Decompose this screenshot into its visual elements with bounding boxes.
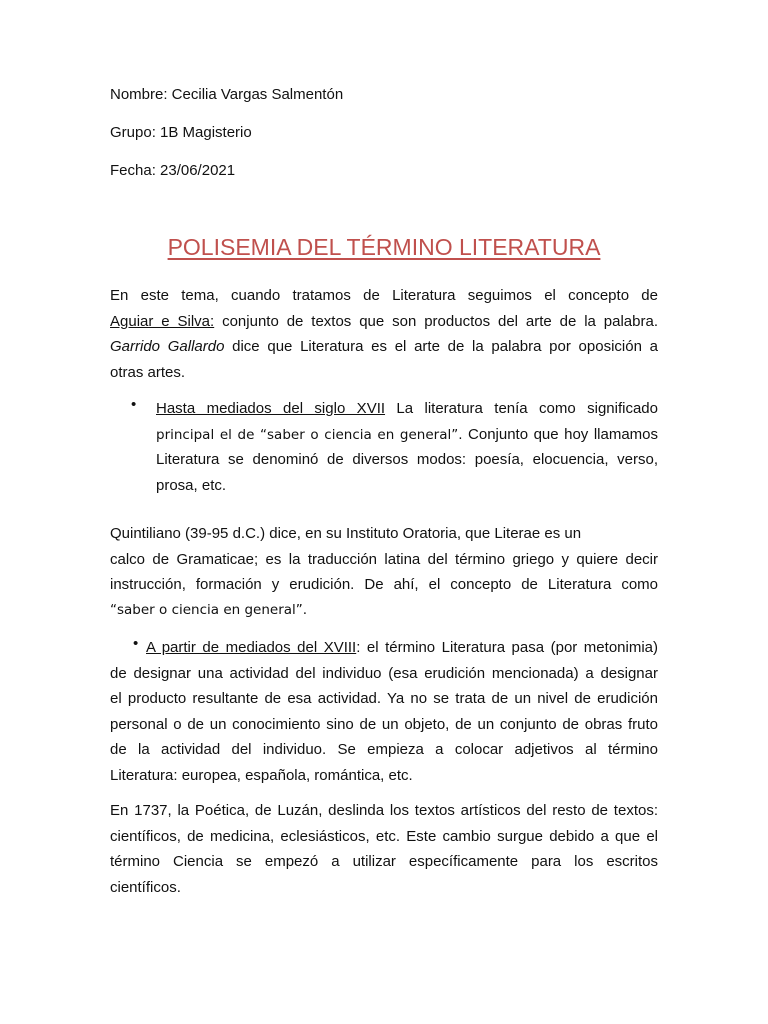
- text-line: “saber o ciencia en general”.: [110, 601, 308, 618]
- text-line: A partir de mediados del XVIII: el término Literatura pasa (por metonimia): [146, 639, 658, 656]
- luzan-paragraph: [110, 798, 658, 900]
- text-line: científicos, de medicina, eclesiásticos, etc. Este cambio surgue debido a que el: [110, 827, 658, 845]
- text-line: En 1737, la Poética, de Luzán, deslinda los textos artísticos del resto de textos:: [110, 802, 658, 819]
- text-line: Literatura se denominó de diversos modos: poesía, elocuencia, verso,: [156, 451, 658, 468]
- page-title: POLISEMIA DEL TÉRMINO LITERATURA: [167, 234, 601, 260]
- author-reference: Aguiar e Silva:: [110, 312, 215, 330]
- text-line: personal o de un conocimiento sino de un objeto, de un conjunto de obras fruto: [110, 715, 658, 733]
- list-item: [110, 635, 658, 788]
- list-item-heading: Hasta mediados del siglo XVII: [156, 400, 386, 417]
- student-group: Grupo: 1B Magisterio: [110, 124, 252, 141]
- text-line: instrucción, formación y erudición. De ahí, el concepto de Literatura como: [110, 576, 658, 593]
- text-line: Literatura: europea, española, romántica, etc.: [110, 766, 413, 784]
- text-line: científicos.: [110, 878, 181, 896]
- intro-paragraph: [110, 283, 658, 385]
- document-date: Fecha: 23/06/2021: [110, 162, 236, 179]
- text-line: el producto resultante de esa actividad. Ya no se trata de un nivel de erudición: [110, 690, 658, 707]
- list-item-heading: A partir de mediados del XVIII: [146, 639, 357, 656]
- text-line: Aguiar e Silva: conjunto de textos que son productos del arte de la palabra.: [110, 312, 658, 330]
- text-line: término Ciencia se empezó a utilizar específicamente para los escritos: [110, 853, 658, 870]
- student-name: Nombre: Cecilia Vargas Salmentón: [110, 86, 344, 103]
- text-line: Garrido Gallardo dice que Literatura es el arte de la palabra por oposición a: [110, 338, 658, 355]
- text-line: calco de Gramaticae; es la traducción latina del término griego y quiere decir: [110, 550, 658, 568]
- bullet-icon: •: [131, 396, 137, 413]
- text-line: prosa, etc.: [156, 476, 227, 494]
- bullet-icon: •: [133, 635, 139, 652]
- list-item: [156, 396, 658, 498]
- author-reference: Garrido Gallardo: [110, 338, 225, 355]
- text-line: Hasta mediados del siglo XVII La literatura tenía como significado: [156, 400, 658, 417]
- text-line: otras artes.: [110, 363, 186, 381]
- quintiliano-paragraph: [110, 521, 658, 623]
- text-line: de designar una actividad del individuo (esa erudición mencionada) a designar: [110, 664, 658, 682]
- text-line: principal el de “saber o ciencia en general”. Conjunto que hoy llamamos: [156, 425, 659, 443]
- text-line: En este tema, cuando tratamos de Literatura seguimos el concepto de: [110, 287, 658, 304]
- text-line: de la actividad del individuo. Se empieza a colocar adjetivos al término: [110, 741, 658, 758]
- text-line: Quintiliano (39-95 d.C.) dice, en su Instituto Oratoria, que Literae es un: [110, 525, 582, 542]
